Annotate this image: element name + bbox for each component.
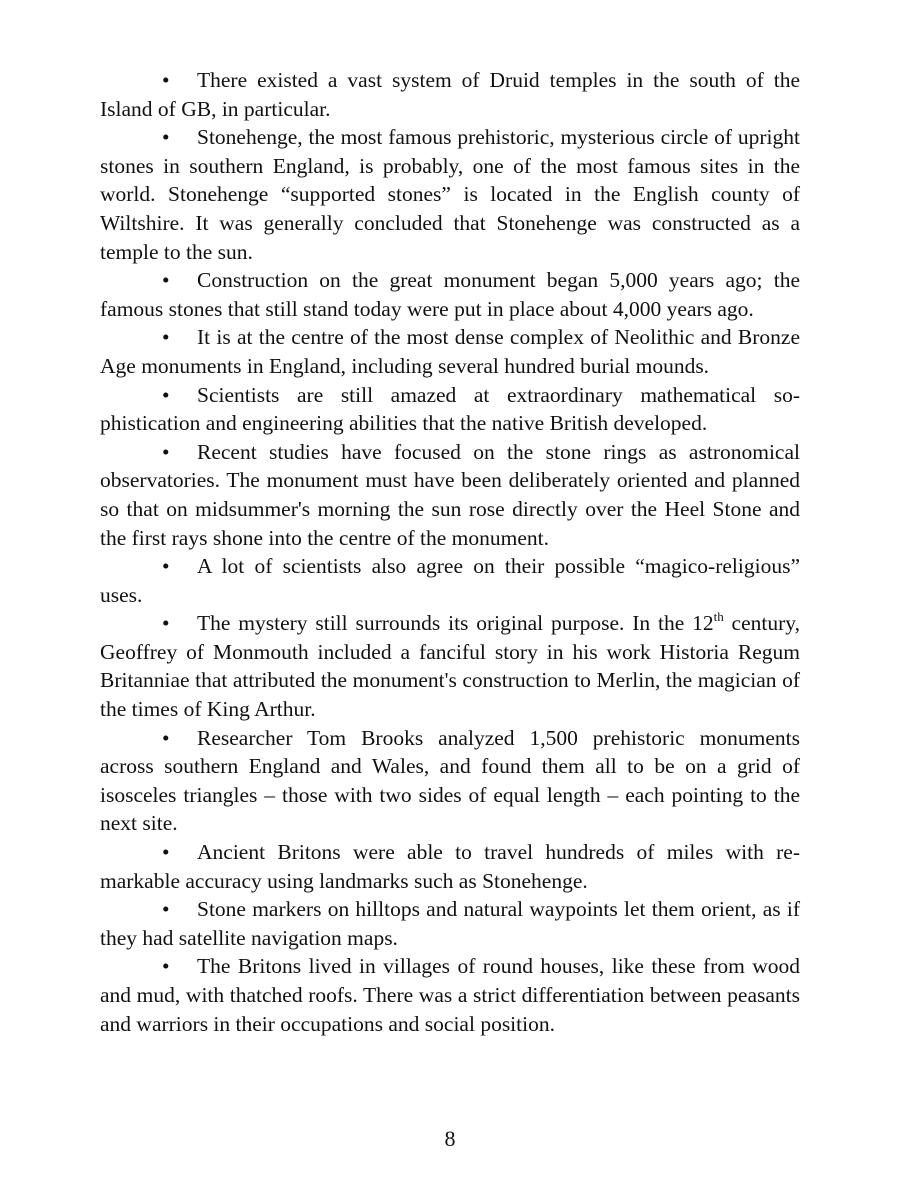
bullet-icon: • — [162, 554, 170, 579]
bullet-text: Researcher Tom Brooks analyzed 1,500 prehistoric monuments across southern England and Wales, and found them all to be on a grid of isosceles triangles – those with two sides of equal length – each pointing to the next site. — [100, 725, 800, 836]
bullet-icon: • — [162, 954, 170, 979]
bullet-text: Stonehenge, the most famous prehistoric, mysterious circle of upright stones in southern England, is probably, one of the most famous sites in the world. Stonehenge “supported stones” is located in the English county of Wiltshire. It was generally concluded that Stonehenge was constructed as a temple to the sun. — [100, 125, 800, 264]
bullet-text-after: century, Geoffrey of Monmouth included a fanciful story in his work Historia Regum Britanniae that attributed the monument's construction to Merlin, the magician of the times of King Arthur. — [100, 611, 801, 722]
page-body — [100, 66, 800, 1038]
bullet-text: Ancient Britons were able to travel hundreds of miles with remarkable accuracy using landmarks such as Stonehenge. — [100, 840, 800, 893]
bullet-icon: • — [162, 268, 170, 293]
bullet-item-8 — [100, 609, 800, 723]
bullet-text-before: The mystery still surrounds its original purpose. In the 12 — [197, 611, 714, 636]
bullet-item-7 — [100, 552, 800, 609]
bullet-text: Recent studies have focused on the stone rings as astronomical observatories. The monument must have been deliberately oriented and planned so that on midsummer's morning the sun rose directly over the Heel Stone and the first rays shone into the centre of the monument. — [100, 439, 800, 550]
bullet-icon: • — [162, 125, 170, 150]
bullet-item-11 — [100, 895, 800, 952]
bullet-icon: • — [162, 325, 170, 350]
bullet-text: A lot of scientists also agree on their possible “magico-religious” uses. — [100, 554, 800, 607]
bullet-text: The Britons lived in villages of round houses, like these from wood and mud, with thatched roofs. There was a strict differentiation between peasants and warriors in their occupations and social position. — [100, 954, 800, 1036]
bullet-item-1 — [100, 66, 800, 123]
bullet-icon: • — [162, 68, 170, 92]
bullet-icon: • — [162, 439, 170, 464]
bullet-item-3 — [100, 266, 800, 323]
bullet-item-10 — [100, 838, 800, 895]
bullet-icon: • — [162, 611, 170, 636]
bullet-text: It is at the centre of the most dense complex of Neolithic and Bronze Age monuments in England, including several hundred burial mounds. — [100, 325, 800, 378]
bullet-icon: • — [162, 897, 170, 922]
bullet-text: Construction on the great monument began 5,000 years ago; the famous stones that still stand today were put in place about 4,000 years ago. — [100, 268, 800, 321]
bullet-text: There existed a vast system of Druid temples in the south of the Island of GB, in particular. — [100, 68, 800, 121]
bullet-icon: • — [162, 382, 170, 407]
bullet-item-4 — [100, 323, 800, 380]
bullet-item-6 — [100, 438, 800, 552]
bullet-text: Scientists are still amazed at extraordinary mathematical sophistication and engineering abilities that the native British developed. — [100, 382, 800, 436]
bullet-item-2 — [100, 123, 800, 266]
bullet-item-5 — [100, 381, 800, 438]
bullet-icon: • — [162, 725, 170, 750]
superscript-ordinal: th — [713, 609, 724, 625]
bullet-icon: • — [162, 840, 170, 865]
bullet-item-9 — [100, 724, 800, 838]
page-number: 8 — [444, 1126, 456, 1151]
bullet-item-12 — [100, 952, 800, 1038]
bullet-text: Stone markers on hilltops and natural waypoints let them orient, as if they had satellite navigation maps. — [100, 897, 800, 950]
